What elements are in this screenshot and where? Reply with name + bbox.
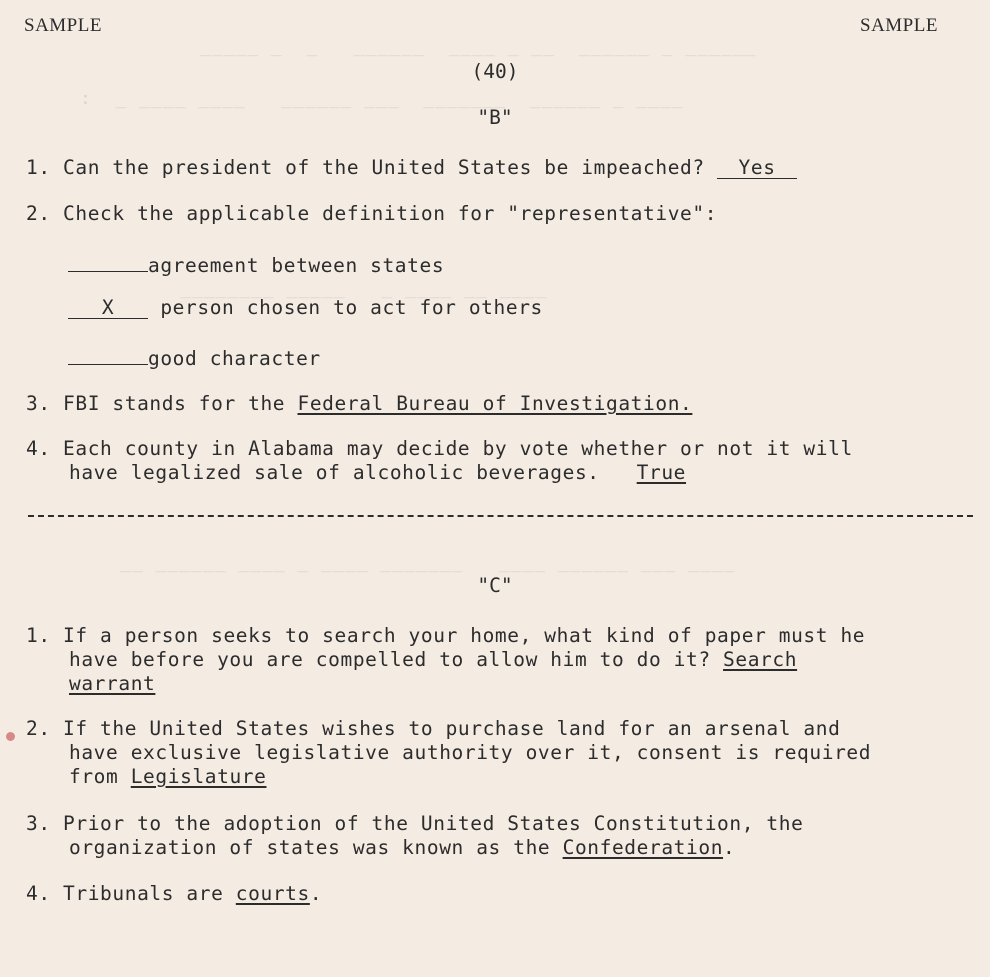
question-c2-cont2 — [69, 765, 266, 789]
question-b4 — [26, 437, 853, 461]
question-number: 2. — [26, 717, 51, 740]
question-c2-cont — [69, 741, 871, 765]
question-b4-cont — [69, 461, 686, 485]
answer-text: Legislature — [130, 765, 267, 788]
page-number: (40) — [471, 60, 519, 83]
answer-blank — [717, 156, 797, 179]
answer-text-part2: warrant — [69, 672, 156, 695]
question-number: 1. — [26, 156, 51, 179]
question-text-line1: Prior to the adoption of the United States Constitution, the — [63, 812, 804, 835]
answer-text: Yes — [738, 156, 776, 179]
answer-text: Confederation — [562, 836, 724, 859]
question-text-line1: Each county in Alabama may decide by vote whether or not it will — [63, 437, 853, 460]
section-c-title: "C" — [477, 574, 513, 597]
bleed-through-text: ________ _____ _ ____ __ ____ — [180, 278, 547, 299]
question-number: 3. — [26, 812, 51, 835]
question-c1-cont — [69, 648, 797, 672]
checkbox-blank — [68, 296, 148, 319]
section-b-title: "B" — [477, 106, 513, 129]
checkbox-blank — [68, 249, 148, 272]
question-text-prefix: from — [69, 765, 119, 788]
question-c4 — [26, 882, 322, 906]
question-text-line1: If a person seeks to search your home, what kind of paper must he — [63, 624, 866, 647]
option-row — [68, 249, 444, 278]
question-number: 3. — [26, 392, 51, 415]
question-number: 1. — [26, 624, 51, 647]
answer-text: True — [636, 461, 687, 484]
answer-text: Federal Bureau of Investigation. — [297, 392, 693, 415]
question-c3 — [26, 812, 803, 836]
question-b1 — [26, 156, 797, 180]
bleed-through-text: : _ ____ ____ ______ ___ _______ ______ _ ____ — [80, 88, 684, 109]
question-c1 — [26, 624, 865, 648]
answer-text-part1: Search — [723, 648, 798, 671]
checkbox-blank — [68, 342, 148, 365]
question-b3 — [26, 392, 692, 416]
option-label: person chosen to act for others — [160, 296, 543, 319]
option-row — [68, 296, 543, 320]
question-text-line1: If the United States wishes to purchase land for an arsenal and — [63, 717, 841, 740]
bleed-through-text: _____ _ _ ______ ____ _ __ ______ _ ______ — [200, 36, 757, 57]
question-text-line2: have legalized sale of alcoholic beverages. — [69, 461, 600, 484]
answer-suffix: . — [309, 882, 323, 905]
question-c1-cont2 — [69, 672, 155, 696]
option-label: good character — [148, 347, 321, 370]
bleed-through-text: __ ______ ____ _ ____ _______ ____ ______ ___ ____ — [120, 552, 736, 573]
question-text-line2: have before you are compelled to allow him to do it? — [69, 648, 711, 671]
question-text: Can the president of the United States be impeached? — [63, 156, 705, 179]
question-text: FBI stands for the — [63, 392, 286, 415]
question-text-line2: have exclusive legislative authority over it, consent is required — [69, 741, 872, 764]
question-text-line2: organization of states was known as the — [69, 836, 551, 859]
question-number: 2. — [26, 202, 51, 225]
sample-label-left: SAMPLE — [24, 15, 102, 36]
option-label: agreement between states — [148, 254, 445, 277]
question-text: Tribunals are — [63, 882, 224, 905]
red-mark-dot — [6, 732, 15, 741]
question-number: 4. — [26, 437, 51, 460]
question-number: 4. — [26, 882, 51, 905]
question-c3-cont — [69, 836, 735, 860]
sample-label-right: SAMPLE — [860, 15, 938, 36]
question-text: Check the applicable definition for "representative": — [63, 202, 718, 225]
answer-suffix: . — [723, 836, 736, 859]
check-mark: X — [101, 296, 115, 319]
section-divider — [28, 515, 973, 517]
question-b2 — [26, 202, 717, 226]
question-c2 — [26, 717, 840, 741]
option-row — [68, 342, 321, 371]
answer-text: courts — [235, 882, 310, 905]
